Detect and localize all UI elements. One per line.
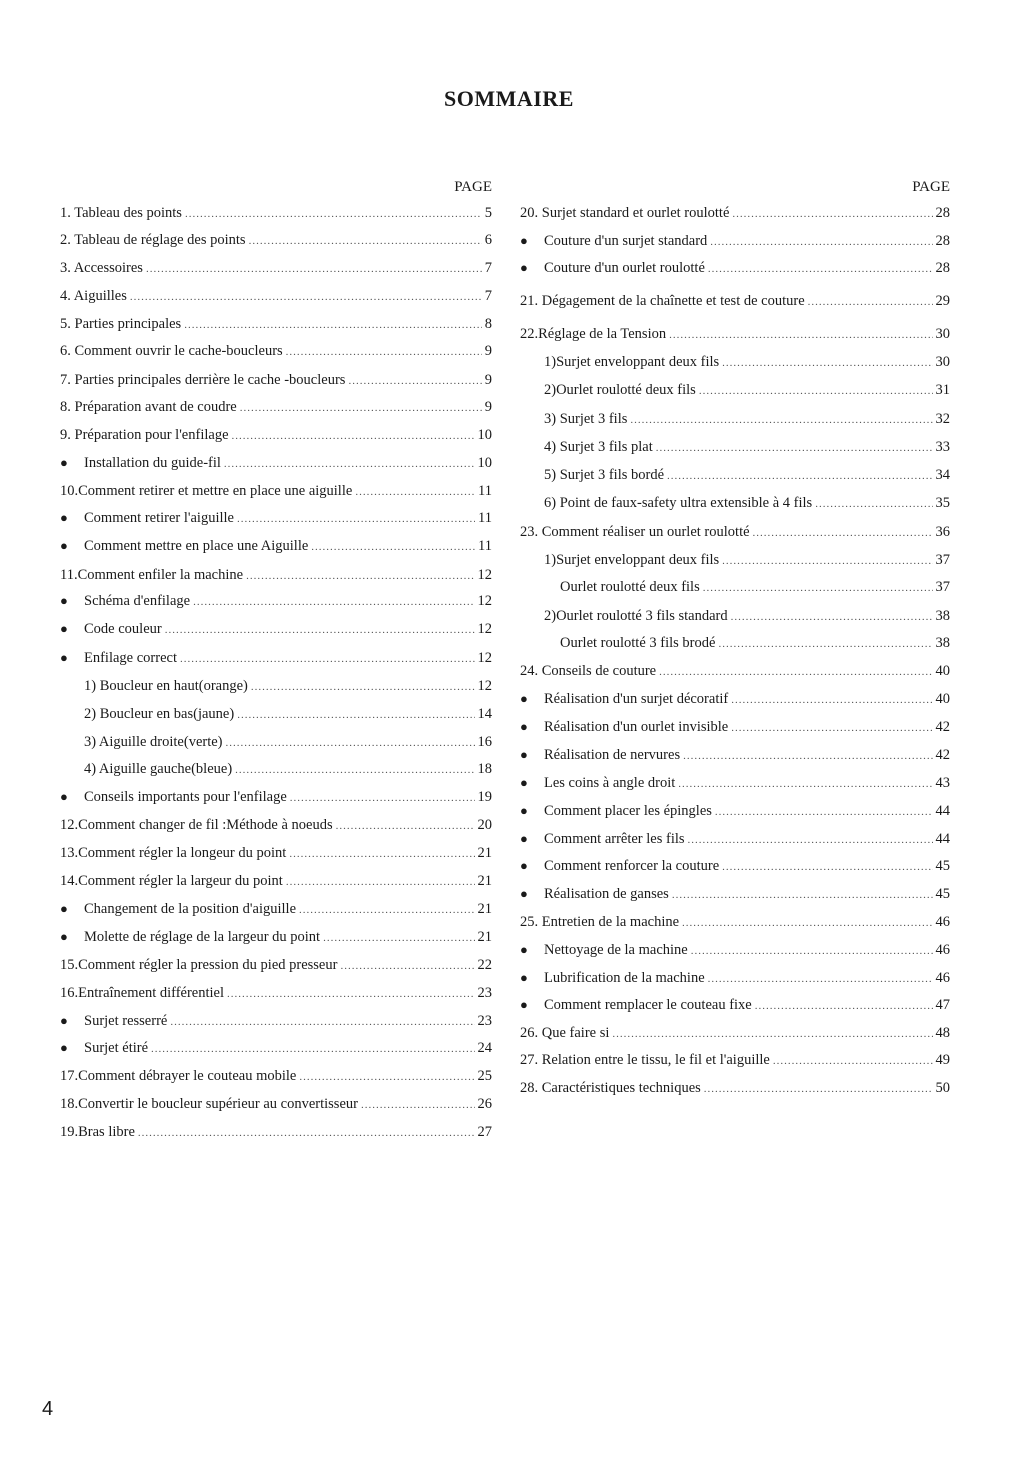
toc-entry xyxy=(60,618,492,640)
dot-leader xyxy=(227,983,474,1005)
toc-entry-page: 40 xyxy=(935,663,950,679)
toc-entry xyxy=(520,202,950,224)
toc-entry xyxy=(60,202,492,224)
toc-entry xyxy=(520,408,950,430)
bullet-icon: ● xyxy=(520,233,528,248)
dot-leader xyxy=(224,453,475,475)
toc-entry-label: ● Schéma d'enfilage xyxy=(60,590,190,612)
toc-entry-label: 22.Réglage de la Tension xyxy=(520,326,667,342)
toc-entry xyxy=(60,926,492,948)
toc-entry-label: ● Couture d'un ourlet roulotté xyxy=(520,257,705,279)
toc-entry-page: 7 xyxy=(484,260,492,276)
bullet-icon: ● xyxy=(60,538,68,553)
dot-leader xyxy=(237,704,474,726)
toc-entry xyxy=(60,731,492,753)
dot-leader xyxy=(656,437,933,459)
toc-entry-page: 26 xyxy=(477,1096,492,1112)
dot-leader xyxy=(184,314,482,336)
bullet-icon: ● xyxy=(60,593,68,608)
dot-leader xyxy=(722,550,932,572)
bullet-icon: ● xyxy=(520,775,528,790)
toc-entry-page: 21 xyxy=(477,873,492,889)
bullet-icon: ● xyxy=(520,260,528,275)
dot-leader xyxy=(773,1050,933,1072)
dot-leader xyxy=(667,465,932,487)
toc-entry xyxy=(520,436,950,458)
toc-entry-page: 46 xyxy=(935,914,950,930)
toc-entry-label: ● Surjet étiré xyxy=(60,1037,148,1059)
toc-entry xyxy=(60,758,492,780)
toc-entry-label: ● Réalisation de nervures xyxy=(520,744,680,766)
dot-leader xyxy=(130,286,482,308)
toc-entry-page: 10 xyxy=(477,427,492,443)
toc-entry-label: 1)Surjet enveloppant deux fils xyxy=(544,354,720,370)
dot-leader xyxy=(704,1078,933,1100)
dot-leader xyxy=(286,871,475,893)
toc-entry-label: 11.Comment enfiler la machine xyxy=(60,567,244,583)
dot-leader xyxy=(165,619,475,641)
toc-entry-page: 27 xyxy=(477,1124,492,1140)
toc-entry-page: 22 xyxy=(477,957,492,973)
toc-entry-page: 35 xyxy=(935,495,950,511)
dot-leader xyxy=(290,787,475,809)
toc-entry xyxy=(520,967,950,989)
toc-entry-page: 16 xyxy=(477,734,492,750)
toc-entry-label: 21. Dégagement de la chaînette et test de couture xyxy=(520,293,805,309)
toc-entry-page: 49 xyxy=(935,1052,950,1068)
toc-entry-page: 11 xyxy=(478,538,492,554)
toc-entry-label: 4) Surjet 3 fils plat xyxy=(544,439,653,455)
toc-entry xyxy=(60,396,492,418)
dot-leader xyxy=(246,565,474,587)
toc-entry-label: 1. Tableau des points xyxy=(60,205,182,221)
toc-entry-page: 12 xyxy=(477,650,492,666)
toc-entry-page: 37 xyxy=(935,579,950,595)
toc-entry-page: 40 xyxy=(935,691,950,707)
dot-leader xyxy=(808,291,933,313)
toc-entry-page: 31 xyxy=(935,382,950,398)
toc-entry-page: 45 xyxy=(935,886,950,902)
toc-entry xyxy=(520,1049,950,1071)
bullet-icon: ● xyxy=(520,719,528,734)
dot-leader xyxy=(237,508,475,530)
page-column-header: PAGE xyxy=(454,179,492,195)
dot-leader xyxy=(732,203,932,225)
toc-entry-page: 30 xyxy=(935,354,950,370)
toc-entry-label: ● Réalisation de ganses xyxy=(520,883,669,905)
toc-entry-label: 1) Boucleur en haut(orange) xyxy=(84,678,248,694)
toc-entry-page: 21 xyxy=(477,901,492,917)
dot-leader xyxy=(708,258,933,280)
bullet-icon: ● xyxy=(60,789,68,804)
toc-entry-label: 28. Caractéristiques techniques xyxy=(520,1080,701,1096)
toc-entry xyxy=(60,452,492,474)
toc-entry-page: 20 xyxy=(477,817,492,833)
dot-leader xyxy=(683,745,932,767)
toc-entry-label: 5) Surjet 3 fils bordé xyxy=(544,467,665,483)
toc-entry-page: 18 xyxy=(477,761,492,777)
toc-entry xyxy=(520,632,950,654)
toc-column-right xyxy=(520,178,950,1096)
toc-entry-page: 44 xyxy=(935,803,950,819)
toc-entry-label: 7. Parties principales derrière le cache -boucleurs xyxy=(60,372,346,388)
toc-entry xyxy=(60,369,492,391)
toc-entry-page: 21 xyxy=(477,929,492,945)
bullet-icon: ● xyxy=(60,650,68,665)
bullet-icon: ● xyxy=(520,942,528,957)
toc-entry-page: 42 xyxy=(935,719,950,735)
dot-leader xyxy=(323,927,474,949)
toc-entry xyxy=(60,786,492,808)
toc-entry xyxy=(60,564,492,586)
dot-leader xyxy=(138,1122,475,1144)
toc-entry xyxy=(60,257,492,279)
bullet-icon: ● xyxy=(60,901,68,916)
toc-entry xyxy=(60,480,492,502)
toc-entry xyxy=(520,800,950,822)
bullet-icon: ● xyxy=(60,455,68,470)
toc-entry xyxy=(60,1093,492,1115)
toc-entry-label: ● Comment retirer l'aiguille xyxy=(60,507,234,529)
toc-entry-label: 3) Surjet 3 fils xyxy=(544,411,628,427)
toc-entry-label: 12.Comment changer de fil :Méthode à noeuds xyxy=(60,817,333,833)
toc-entry xyxy=(520,379,950,401)
dot-leader xyxy=(669,324,932,346)
dot-leader xyxy=(226,732,475,754)
toc-entry-page: 32 xyxy=(935,411,950,427)
dot-leader xyxy=(731,606,933,628)
bullet-icon: ● xyxy=(520,831,528,846)
toc-entry xyxy=(60,535,492,557)
toc-entry-page: 36 xyxy=(935,524,950,540)
bullet-icon: ● xyxy=(520,997,528,1012)
bullet-icon: ● xyxy=(520,886,528,901)
toc-entry-page: 23 xyxy=(477,1013,492,1029)
dot-leader xyxy=(286,341,482,363)
dot-leader xyxy=(753,522,933,544)
toc-entry-page: 14 xyxy=(477,706,492,722)
toc-entry-page: 9 xyxy=(484,372,492,388)
bullet-icon: ● xyxy=(60,1040,68,1055)
dot-leader xyxy=(151,1038,474,1060)
toc-entry xyxy=(520,605,950,627)
toc-entry-page: 29 xyxy=(935,293,950,309)
dot-leader xyxy=(355,481,475,503)
dot-leader xyxy=(193,591,474,613)
toc-entry xyxy=(60,507,492,529)
toc-entry-label: ● Réalisation d'un ourlet invisible xyxy=(520,716,728,738)
dot-leader xyxy=(249,230,482,252)
dot-leader xyxy=(340,955,474,977)
toc-entry xyxy=(520,828,950,850)
toc-entry-label: ● Les coins à angle droit xyxy=(520,772,675,794)
toc-entry-page: 9 xyxy=(484,343,492,359)
toc-entry-label: ● Enfilage correct xyxy=(60,647,177,669)
toc-entry-label: ● Comment mettre en place une Aiguille xyxy=(60,535,308,557)
toc-entry-page: 46 xyxy=(935,942,950,958)
toc-entry-page: 28 xyxy=(935,205,950,221)
dot-leader xyxy=(336,815,475,837)
toc-entry xyxy=(60,898,492,920)
toc-entry-label: 14.Comment régler la largeur du point xyxy=(60,873,283,889)
toc-entry-page: 30 xyxy=(935,326,950,342)
dot-leader xyxy=(691,940,933,962)
toc-entry-label: 15.Comment régler la pression du pied presseur xyxy=(60,957,338,973)
dot-leader xyxy=(682,912,932,934)
toc-entry-label: ● Comment arrêter les fils xyxy=(520,828,685,850)
toc-entry xyxy=(520,994,950,1016)
bullet-icon: ● xyxy=(520,691,528,706)
toc-entry-label: 4. Aiguilles xyxy=(60,288,127,304)
toc-entry-label: 1)Surjet enveloppant deux fils xyxy=(544,552,720,568)
toc-entry-label: 13.Comment régler la longeur du point xyxy=(60,845,287,861)
toc-entry-page: 37 xyxy=(935,552,950,568)
toc-entry-page: 23 xyxy=(477,985,492,1001)
toc-entry-page: 45 xyxy=(935,858,950,874)
toc-entry xyxy=(520,716,950,738)
bullet-icon: ● xyxy=(60,1013,68,1028)
dot-leader xyxy=(699,380,933,402)
toc-entry xyxy=(60,340,492,362)
toc-entry xyxy=(60,424,492,446)
toc-entry xyxy=(520,688,950,710)
dot-leader xyxy=(361,1094,475,1116)
toc-entry-label: 20. Surjet standard et ourlet roulotté xyxy=(520,205,730,221)
toc-entry-page: 12 xyxy=(477,621,492,637)
toc-entry-label: 5. Parties principales xyxy=(60,316,182,332)
dot-leader xyxy=(708,968,933,990)
dot-leader xyxy=(299,899,474,921)
dot-leader xyxy=(289,843,474,865)
toc-entry-label: ● Code couleur xyxy=(60,618,162,640)
dot-leader xyxy=(146,258,482,280)
toc-entry xyxy=(520,323,950,345)
dot-leader xyxy=(240,397,482,419)
toc-entry-page: 34 xyxy=(935,467,950,483)
toc-entry xyxy=(520,290,950,312)
toc-entry-label: Ourlet roulotté 3 fils brodé xyxy=(560,635,716,651)
toc-entry-label: ● Installation du guide-fil xyxy=(60,452,221,474)
toc-entry-label: ● Comment renforcer la couture xyxy=(520,855,719,877)
toc-entry xyxy=(60,229,492,251)
bullet-icon: ● xyxy=(60,621,68,636)
toc-entry-label: 27. Relation entre le tissu, le fil et l'aiguille xyxy=(520,1052,770,1068)
toc-entry-label: 3. Accessoires xyxy=(60,260,143,276)
dot-leader xyxy=(235,759,474,781)
toc-entry-page: 5 xyxy=(484,205,492,221)
toc-entry xyxy=(520,660,950,682)
toc-entry xyxy=(60,814,492,836)
toc-entry xyxy=(60,675,492,697)
toc-entry xyxy=(520,1077,950,1099)
toc-entry xyxy=(520,772,950,794)
toc-entry-page: 24 xyxy=(477,1040,492,1056)
dot-leader xyxy=(630,409,932,431)
toc-entry-page: 43 xyxy=(935,775,950,791)
toc-column-left xyxy=(60,178,492,1140)
toc-entry-label: 16.Entraînement différentiel xyxy=(60,985,225,1001)
toc-entry-label: ● Couture d'un surjet standard xyxy=(520,230,707,252)
toc-entry xyxy=(60,703,492,725)
toc-entry-label: 2)Ourlet roulotté deux fils xyxy=(544,382,696,398)
toc-entry-label: 18.Convertir le boucleur supérieur au convertisseur xyxy=(60,1096,358,1112)
dot-leader xyxy=(688,829,933,851)
toc-entry xyxy=(60,842,492,864)
toc-entry-page: 10 xyxy=(477,455,492,471)
toc-entry-label: 9. Préparation pour l'enfilage xyxy=(60,427,229,443)
dot-leader xyxy=(722,352,932,374)
toc-entry-page: 19 xyxy=(477,789,492,805)
page-column-header: PAGE xyxy=(912,179,950,195)
toc-entry-page: 25 xyxy=(477,1068,492,1084)
toc-entry-label: 23. Comment réaliser un ourlet roulotté xyxy=(520,524,750,540)
toc-entry-page: 12 xyxy=(477,567,492,583)
dot-leader xyxy=(232,425,475,447)
toc-entry-page: 46 xyxy=(935,970,950,986)
dot-leader xyxy=(755,995,933,1017)
toc-entry-label: 3) Aiguille droite(verte) xyxy=(84,734,223,750)
toc-entry xyxy=(60,313,492,335)
toc-entry-page: 42 xyxy=(935,747,950,763)
dot-leader xyxy=(722,856,932,878)
toc-entry-page: 38 xyxy=(935,635,950,651)
toc-entry-page: 47 xyxy=(935,997,950,1013)
toc-entry xyxy=(60,870,492,892)
toc-entry-label: 17.Comment débrayer le couteau mobile xyxy=(60,1068,297,1084)
dot-leader xyxy=(311,536,475,558)
toc-entry-page: 11 xyxy=(478,510,492,526)
dot-leader xyxy=(815,493,932,515)
toc-entry xyxy=(520,521,950,543)
toc-entry-page: 28 xyxy=(935,260,950,276)
dot-leader xyxy=(731,689,932,711)
toc-entry-label: 19.Bras libre xyxy=(60,1124,135,1140)
dot-leader xyxy=(731,717,932,739)
toc-entry xyxy=(60,1121,492,1143)
bullet-icon: ● xyxy=(520,858,528,873)
dot-leader xyxy=(678,773,932,795)
toc-entry xyxy=(60,285,492,307)
toc-entry-page: 28 xyxy=(935,233,950,249)
toc-entry xyxy=(520,576,950,598)
toc-entry-label: ● Comment placer les épingles xyxy=(520,800,712,822)
toc-entry-page: 9 xyxy=(484,399,492,415)
toc-entry-page: 6 xyxy=(484,232,492,248)
toc-entry xyxy=(520,257,950,279)
toc-entry xyxy=(60,1037,492,1059)
dot-leader xyxy=(710,231,932,253)
toc-entry xyxy=(520,549,950,571)
toc-entry-page: 38 xyxy=(935,608,950,624)
toc-entry-page: 33 xyxy=(935,439,950,455)
toc-entry-page: 21 xyxy=(477,845,492,861)
toc-entry-label: 2) Boucleur en bas(jaune) xyxy=(84,706,235,722)
dot-leader xyxy=(718,633,932,655)
toc-entry xyxy=(60,1010,492,1032)
toc-entry-label: ● Conseils importants pour l'enfilage xyxy=(60,786,287,808)
toc-entry-label: 6. Comment ouvrir le cache-boucleurs xyxy=(60,343,283,359)
dot-leader xyxy=(672,884,933,906)
toc-entry-label: ● Réalisation d'un surjet décoratif xyxy=(520,688,728,710)
toc-entry-label: 4) Aiguille gauche(bleue) xyxy=(84,761,233,777)
toc-entry-page: 7 xyxy=(484,288,492,304)
bullet-icon: ● xyxy=(60,510,68,525)
toc-entry xyxy=(520,855,950,877)
toc-entry xyxy=(520,464,950,486)
toc-entry-label: 25. Entretien de la machine xyxy=(520,914,680,930)
toc-entry xyxy=(60,590,492,612)
toc-entry-page: 12 xyxy=(477,678,492,694)
dot-leader xyxy=(703,577,933,599)
toc-entry-label: 10.Comment retirer et mettre en place une aiguille xyxy=(60,483,353,499)
dot-leader xyxy=(348,370,481,392)
bullet-icon: ● xyxy=(520,970,528,985)
toc-entry-label: 8. Préparation avant de coudre xyxy=(60,399,237,415)
toc-entry xyxy=(520,351,950,373)
dot-leader xyxy=(612,1023,932,1045)
toc-entry-label: 2. Tableau de réglage des points xyxy=(60,232,246,248)
toc-entry xyxy=(520,911,950,933)
toc-entry xyxy=(520,883,950,905)
toc-entry-label: ● Comment remplacer le couteau fixe xyxy=(520,994,752,1016)
toc-entry-page: 44 xyxy=(935,831,950,847)
bullet-icon: ● xyxy=(520,747,528,762)
toc-entry xyxy=(60,982,492,1004)
dot-leader xyxy=(251,676,475,698)
toc-entry-label: ● Lubrification de la machine xyxy=(520,967,705,989)
dot-leader xyxy=(170,1011,474,1033)
toc-entry xyxy=(520,492,950,514)
toc-entry xyxy=(520,939,950,961)
toc-entry-label: ● Surjet resserré xyxy=(60,1010,167,1032)
page-title: SOMMAIRE xyxy=(444,86,574,111)
toc-entry xyxy=(520,230,950,252)
dot-leader xyxy=(185,203,482,225)
toc-entry-label: ● Nettoyage de la machine xyxy=(520,939,688,961)
toc-entry xyxy=(60,1065,492,1087)
toc-entry-page: 11 xyxy=(478,483,492,499)
bullet-icon: ● xyxy=(520,803,528,818)
bullet-icon: ● xyxy=(60,929,68,944)
dot-leader xyxy=(715,801,933,823)
toc-entry-label: ● Changement de la position d'aiguille xyxy=(60,898,296,920)
toc-entry-label: Ourlet roulotté deux fils xyxy=(560,579,700,595)
toc-entry xyxy=(520,744,950,766)
toc-entry-label: 24. Conseils de couture xyxy=(520,663,657,679)
toc-entry xyxy=(60,954,492,976)
toc-entry-label: 26. Que faire si xyxy=(520,1025,610,1041)
toc-entry-label: 6) Point de faux-safety ultra extensible à 4 fils xyxy=(544,495,813,511)
toc-entry xyxy=(520,1022,950,1044)
page-number: 4 xyxy=(42,1398,54,1420)
toc-entry-page: 50 xyxy=(935,1080,950,1096)
toc-entry-page: 12 xyxy=(477,593,492,609)
dot-leader xyxy=(659,661,932,683)
toc-entry-label: 2)Ourlet roulotté 3 fils standard xyxy=(544,608,728,624)
toc-entry xyxy=(60,647,492,669)
toc-entry-page: 48 xyxy=(935,1025,950,1041)
dot-leader xyxy=(180,648,475,670)
dot-leader xyxy=(299,1066,474,1088)
toc-entry-label: ● Molette de réglage de la largeur du point xyxy=(60,926,320,948)
toc-entry-page: 8 xyxy=(484,316,492,332)
